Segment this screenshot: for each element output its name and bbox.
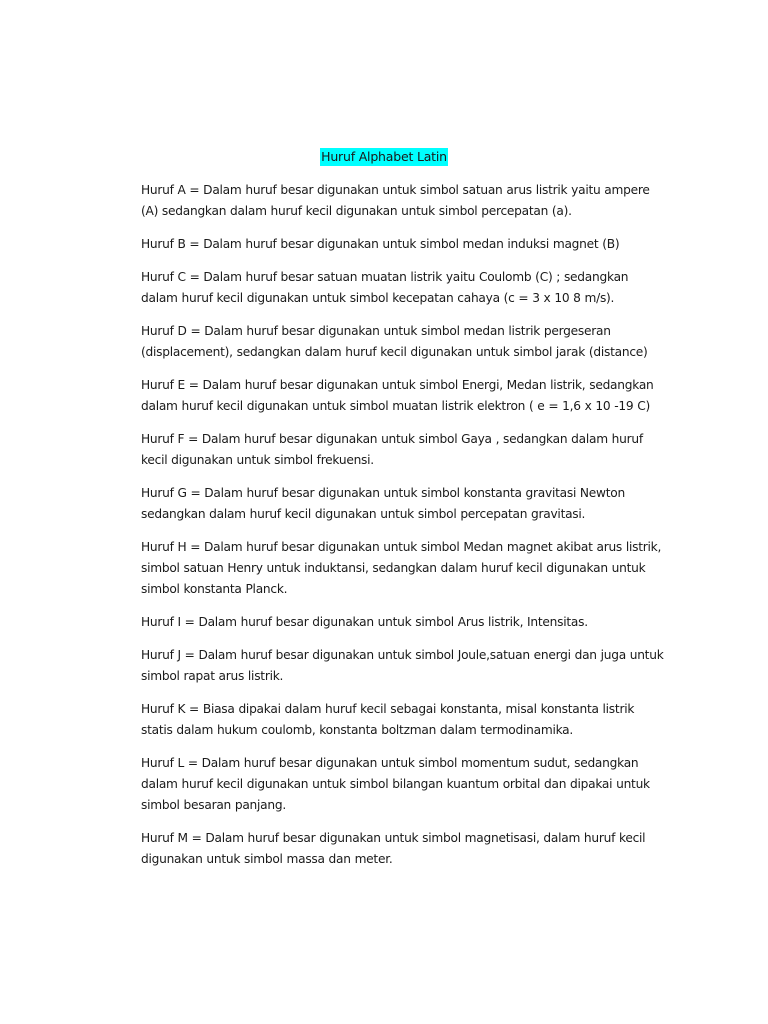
paragraph-huruf-e: Huruf E = Dalam huruf besar digunakan untuk simbol Energi, Medan listrik, sedangkan dalam huruf kecil digunakan untuk simbol muatan listrik elektron ( e = 1,6 x 10 -19 C) [141, 378, 654, 413]
paragraph-huruf-g: Huruf G = Dalam huruf besar digunakan untuk simbol konstanta gravitasi Newton sedangkan dalam huruf kecil digunakan untuk simbol percepatan gravitasi. [141, 486, 625, 521]
paragraph-huruf-l: Huruf L = Dalam huruf besar digunakan untuk simbol momentum sudut, sedangkan dalam huruf kecil digunakan untuk simbol bilangan kuantum orbital dan dipakai untuk simbol besaran panjang. [141, 756, 650, 812]
paragraph-huruf-a: Huruf A = Dalam huruf besar digunakan untuk simbol satuan arus listrik yaitu ampere (A) sedangkan dalam huruf kecil digunakan untuk simbol percepatan (a). [141, 183, 650, 218]
paragraph-huruf-j: Huruf J = Dalam huruf besar digunakan untuk simbol Joule,satuan energi dan juga untuk simbol rapat arus listrik. [141, 648, 664, 683]
title-container [0, 148, 768, 166]
paragraph-huruf-m: Huruf M = Dalam huruf besar digunakan untuk simbol magnetisasi, dalam huruf kecil digunakan untuk simbol massa dan meter. [141, 831, 646, 866]
document-body [141, 180, 667, 882]
paragraph-huruf-f: Huruf F = Dalam huruf besar digunakan untuk simbol Gaya , sedangkan dalam huruf kecil digunakan untuk simbol frekuensi. [141, 432, 643, 467]
paragraph-huruf-h: Huruf H = Dalam huruf besar digunakan untuk simbol Medan magnet akibat arus listrik, simbol satuan Henry untuk induktansi, sedangkan dalam huruf kecil digunakan untuk simbol konstanta Planck. [141, 540, 662, 596]
document-title: Huruf Alphabet Latin [321, 149, 447, 164]
paragraph-huruf-c: Huruf C = Dalam huruf besar satuan muatan listrik yaitu Coulomb (C) ; sedangkan dalam huruf kecil digunakan untuk simbol kecepatan cahaya (c = 3 x 10 8 m/s). [141, 270, 629, 305]
paragraph-huruf-k: Huruf K = Biasa dipakai dalam huruf kecil sebagai konstanta, misal konstanta listrik statis dalam hukum coulomb, konstanta boltzman dalam termodinamika. [141, 702, 635, 737]
paragraph-huruf-d: Huruf D = Dalam huruf besar digunakan untuk simbol medan listrik pergeseran (displacement), sedangkan dalam huruf kecil digunakan untuk simbol jarak (distance) [141, 324, 648, 359]
paragraph-huruf-i: Huruf I = Dalam huruf besar digunakan untuk simbol Arus listrik, Intensitas. [141, 615, 588, 629]
paragraph-huruf-b: Huruf B = Dalam huruf besar digunakan untuk simbol medan induksi magnet (B) [141, 237, 620, 251]
